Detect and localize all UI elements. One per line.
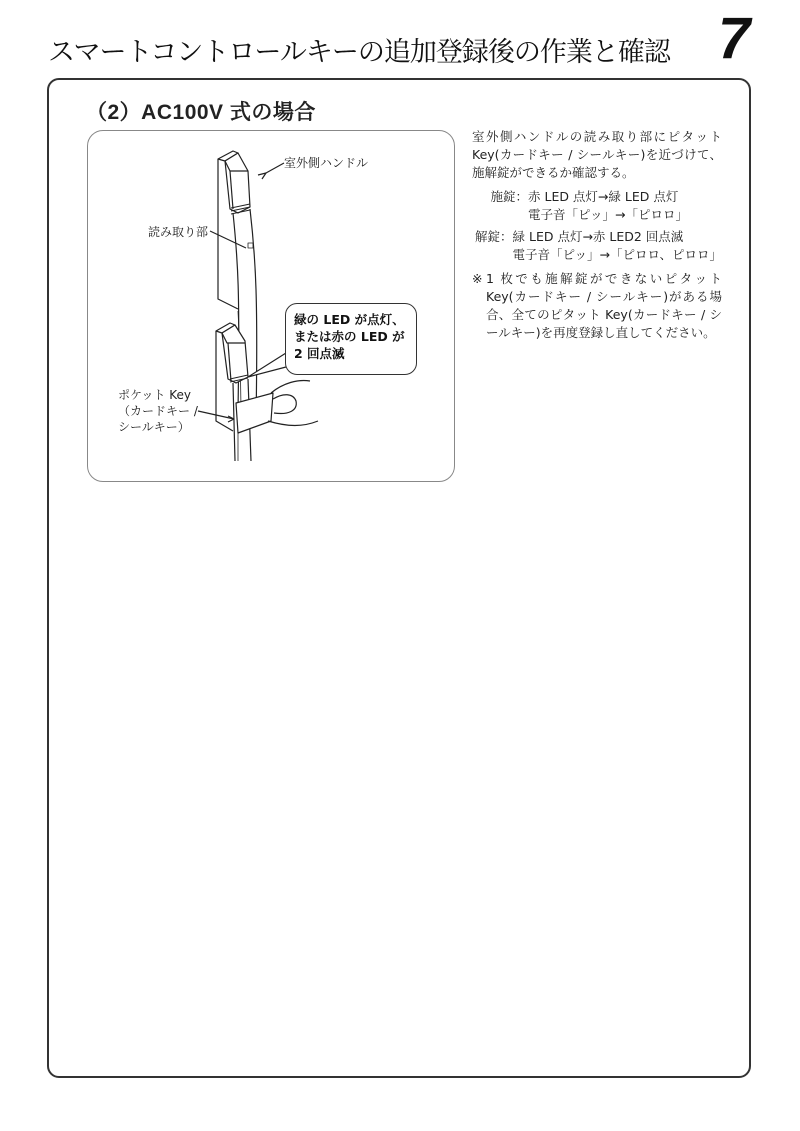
unlock-label: 解錠： bbox=[475, 229, 513, 244]
led-callout-bubble bbox=[285, 303, 417, 375]
section-heading: （2）AC100V 式の場合 bbox=[86, 101, 316, 124]
lock-led-sequence: 赤 LED 点灯→緑 LED 点灯 bbox=[528, 189, 679, 204]
instruction-intro: 室外側ハンドルの読み取り部にピタットKey(カードキー / シールキー)を近づけて、施解錠ができるか確認する。 bbox=[472, 129, 722, 180]
unlock-led-sequence: 緑 LED 点灯→赤 LED2 回点滅 bbox=[512, 229, 684, 244]
lock-check-row bbox=[472, 188, 722, 224]
reader-label: 読み取り部 bbox=[148, 225, 209, 239]
bubble-line: 2 回点滅 bbox=[294, 345, 345, 361]
instructions-column bbox=[472, 128, 722, 342]
pocket-key-label bbox=[118, 387, 198, 436]
page-title: スマートコントロールキーの追加登録後の作業と確認 bbox=[48, 37, 670, 68]
pocket-key-label-line: （カードキー / bbox=[118, 404, 198, 419]
pocket-key-label-line: ポケット Key bbox=[118, 388, 191, 402]
outdoor-handle-label: 室外側ハンドル bbox=[284, 156, 369, 170]
re-register-note bbox=[472, 270, 722, 342]
pocket-key-label-line: シールキー） bbox=[118, 420, 190, 435]
chapter-number: 7 bbox=[718, 6, 751, 71]
unlock-sound-sequence: 電子音「ピッ」→「ピロロ、ピロロ」 bbox=[512, 247, 722, 262]
bubble-line: または赤の LED が bbox=[294, 328, 405, 344]
note-mark: ※ bbox=[472, 271, 483, 286]
lock-label: 施錠： bbox=[490, 189, 528, 204]
lock-sound-sequence: 電子音「ピッ」→「ピロロ」 bbox=[528, 207, 688, 222]
illustration-panel bbox=[87, 130, 455, 482]
unlock-check-row bbox=[472, 228, 722, 264]
note-text: 1 枚でも施解錠ができないピタットKey(カードキー / シールキー)がある場合、全てのピタット Key(カードキー / シールキー)を再度登録し直してください。 bbox=[486, 271, 722, 340]
bubble-line: 緑の LED が点灯、 bbox=[294, 312, 405, 327]
